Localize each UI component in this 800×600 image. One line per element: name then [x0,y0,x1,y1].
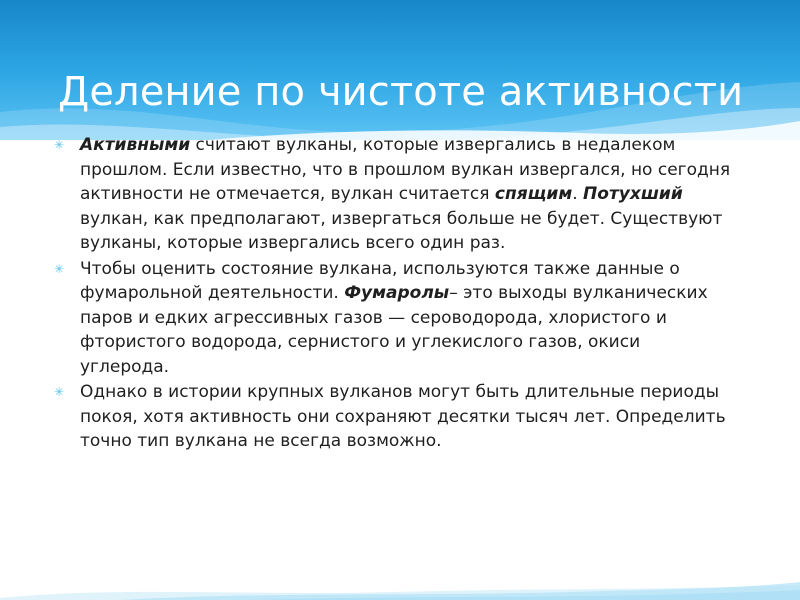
slide-title: Деление по чистоте активности [58,69,744,115]
bullet-icon: ✳ [54,385,65,399]
bullet-item-quiet-periods [54,380,734,454]
footer-wave-decoration [0,530,800,600]
bullet-item-active-volcanoes [54,133,734,256]
bullet-list [54,133,734,455]
paragraph-text: . [572,184,584,204]
term-extinct: Потухший [583,184,683,204]
bullet-icon: ✳ [54,138,65,152]
paragraph-text: Однако в истории крупных вулканов могут быть длительные периоды покоя, хотя активность они сохраняют десятки тысяч лет. Определить точно тип вулкана не всегда возможно. [80,382,726,451]
paragraph-text: Чтобы оценить состояние вулкана, используются также данные о фумарольной деятельности. [80,258,680,303]
paragraph-text: считают вулканы, которые извергались в недалеком прошлом. Если известно, что в прошлом вулкан извергался, но сегодня активности не отмечается, вулкан считается [80,135,731,204]
paragraph-text: – это выходы вулканических паров и едких агрессивных газов — сероводорода, хлористого и фтористого водорода, сернистого и углекислого газов, окиси углерода. [80,283,708,377]
term-fumaroles: Фумаролы [344,283,450,303]
term-sleeping: спящим [494,184,573,204]
paragraph-text: вулкан, как предполагают, извергаться больше не будет. Существуют вулканы, которые извергались всего один раз. [80,208,723,253]
bullet-icon: ✳ [54,261,65,276]
bullet-item-fumaroles [54,257,734,380]
term-active: Активными [80,135,191,155]
